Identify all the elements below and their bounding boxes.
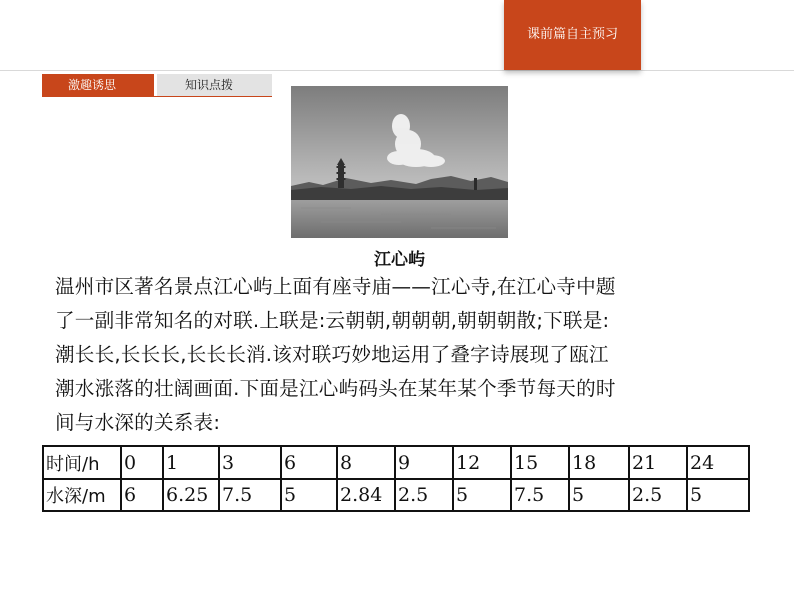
depth-cell: 5 <box>281 479 337 511</box>
time-depth-table <box>42 445 750 512</box>
jiangxinyu-photo <box>291 86 508 238</box>
time-cell: 9 <box>395 446 453 479</box>
header-divider <box>0 70 794 71</box>
paragraph-line: 潮长长,长长长,长长长消.该对联巧妙地运用了叠字诗展现了瓯江 <box>55 343 609 366</box>
depth-cell: 6 <box>121 479 163 511</box>
time-cell: 8 <box>337 446 395 479</box>
depth-row <box>43 479 749 511</box>
tab-interest[interactable]: 激趣诱思 <box>42 74 154 96</box>
depth-header: 水深/m <box>43 479 121 511</box>
time-row <box>43 446 749 479</box>
intro-paragraph <box>55 270 755 440</box>
depth-cell: 6.25 <box>163 479 219 511</box>
tab-knowledge[interactable]: 知识点拨 <box>157 74 272 96</box>
depth-cell: 2.5 <box>629 479 687 511</box>
photo-caption: 江心屿 <box>374 250 425 270</box>
section-badge[interactable]: 课前篇自主预习 <box>504 0 641 70</box>
depth-cell: 5 <box>687 479 749 511</box>
depth-cell: 7.5 <box>219 479 281 511</box>
time-cell: 1 <box>163 446 219 479</box>
time-cell: 15 <box>511 446 569 479</box>
paragraph-line: 了一副非常知名的对联.上联是:云朝朝,朝朝朝,朝朝朝散;下联是: <box>55 309 610 332</box>
paragraph-line: 潮水涨落的壮阔画面.下面是江心屿码头在某年某个季节每天的时 <box>55 377 616 400</box>
tab-underline <box>42 96 272 97</box>
time-cell: 0 <box>121 446 163 479</box>
paragraph-line: 间与水深的关系表: <box>55 411 221 434</box>
depth-cell: 7.5 <box>511 479 569 511</box>
time-cell: 21 <box>629 446 687 479</box>
paragraph-line: 温州市区著名景点江心屿上面有座寺庙——江心寺,在江心寺中题 <box>55 275 616 298</box>
time-cell: 24 <box>687 446 749 479</box>
time-cell: 3 <box>219 446 281 479</box>
time-cell: 18 <box>569 446 629 479</box>
depth-cell: 5 <box>569 479 629 511</box>
depth-cell: 5 <box>453 479 511 511</box>
time-cell: 6 <box>281 446 337 479</box>
depth-cell: 2.5 <box>395 479 453 511</box>
time-cell: 12 <box>453 446 511 479</box>
time-header: 时间/h <box>43 446 121 479</box>
depth-cell: 2.84 <box>337 479 395 511</box>
